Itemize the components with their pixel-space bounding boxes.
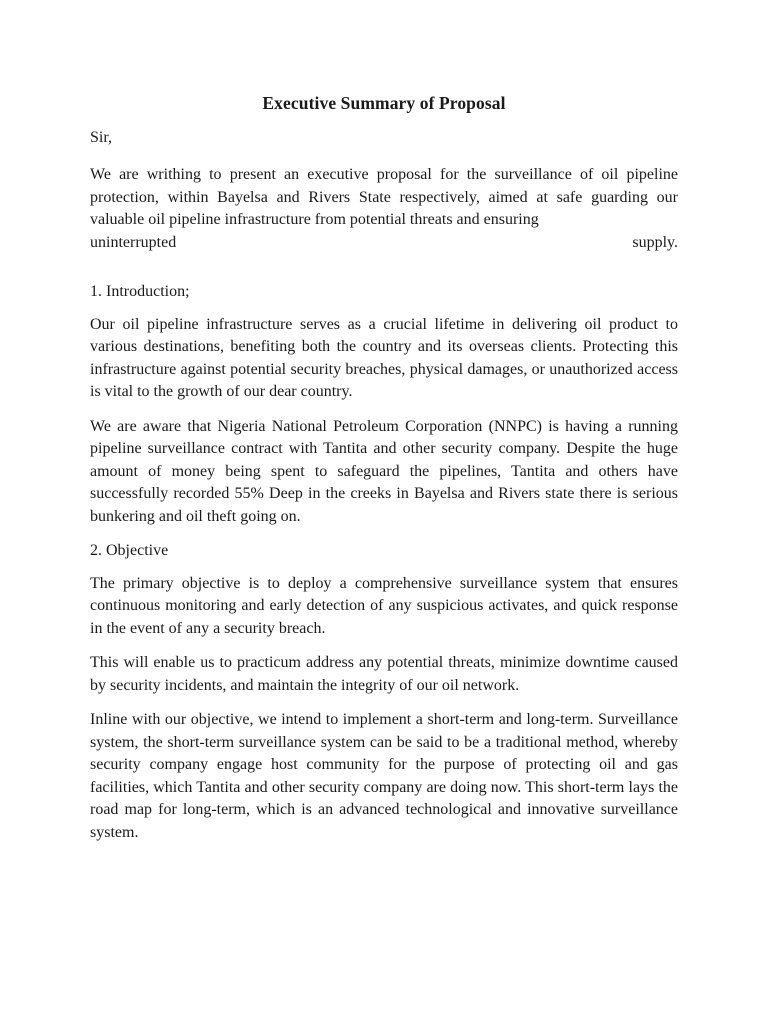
salutation: Sir, xyxy=(90,128,113,146)
section-2-paragraph-2: This will enable us to practicum address any potential threats, minimize downtime caused by security incidents, and maintain the integrity of our oil network. xyxy=(90,654,678,694)
section-2-heading: 2. Objective xyxy=(90,542,169,559)
document-title: Executive Summary of Proposal xyxy=(262,93,506,113)
opening-paragraph-tail: uninterrupted supply. xyxy=(90,233,678,251)
section-1-heading: 1. Introduction; xyxy=(90,283,190,300)
section-1-paragraph-1: Our oil pipeline infrastructure serves as a crucial lifetime in delivering oil product to various destinations, benefiting both the country and its overseas clients. Protecting this infrastructure against potential security breaches, physical damages, or unauthorized access is vital to the growth of our dear country. xyxy=(90,315,678,400)
section-2-paragraph-3: Inline with our objective, we intend to implement a short-term and long-term. Surveillance system, the short-term surveillance system can be said to be a traditional method, whereby security company engage host community for the purpose of protecting oil and gas facilities, which Tantita and other security company are doing now. This short-term lays the road map for long-term, which is an advanced technological and innovative surveillance system. xyxy=(90,711,678,841)
section-2-paragraph-1: The primary objective is to deploy a comprehensive surveillance system that ensures continuous monitoring and early detection of any suspicious activates, and quick response in the event of any a security breach. xyxy=(90,574,678,637)
document-page xyxy=(90,92,678,856)
section-1-paragraph-2: We are aware that Nigeria National Petroleum Corporation (NNPC) is having a running pipeline surveillance contract with Tantita and other security company. Despite the huge amount of money being spent to safeguard the pipelines, Tantita and others have successfully recorded 55% Deep in the creeks in Bayelsa and Rivers state there is serious bunkering and oil theft going on. xyxy=(90,417,678,525)
opening-paragraph xyxy=(90,164,678,232)
opening-paragraph-main: We are writhing to present an executive proposal for the surveillance of oil pipeline protection, within Bayelsa and Rivers State respectively, aimed at safe guarding our valuable oil pipeline infrastructure from potential threats and ensuring xyxy=(90,166,678,228)
